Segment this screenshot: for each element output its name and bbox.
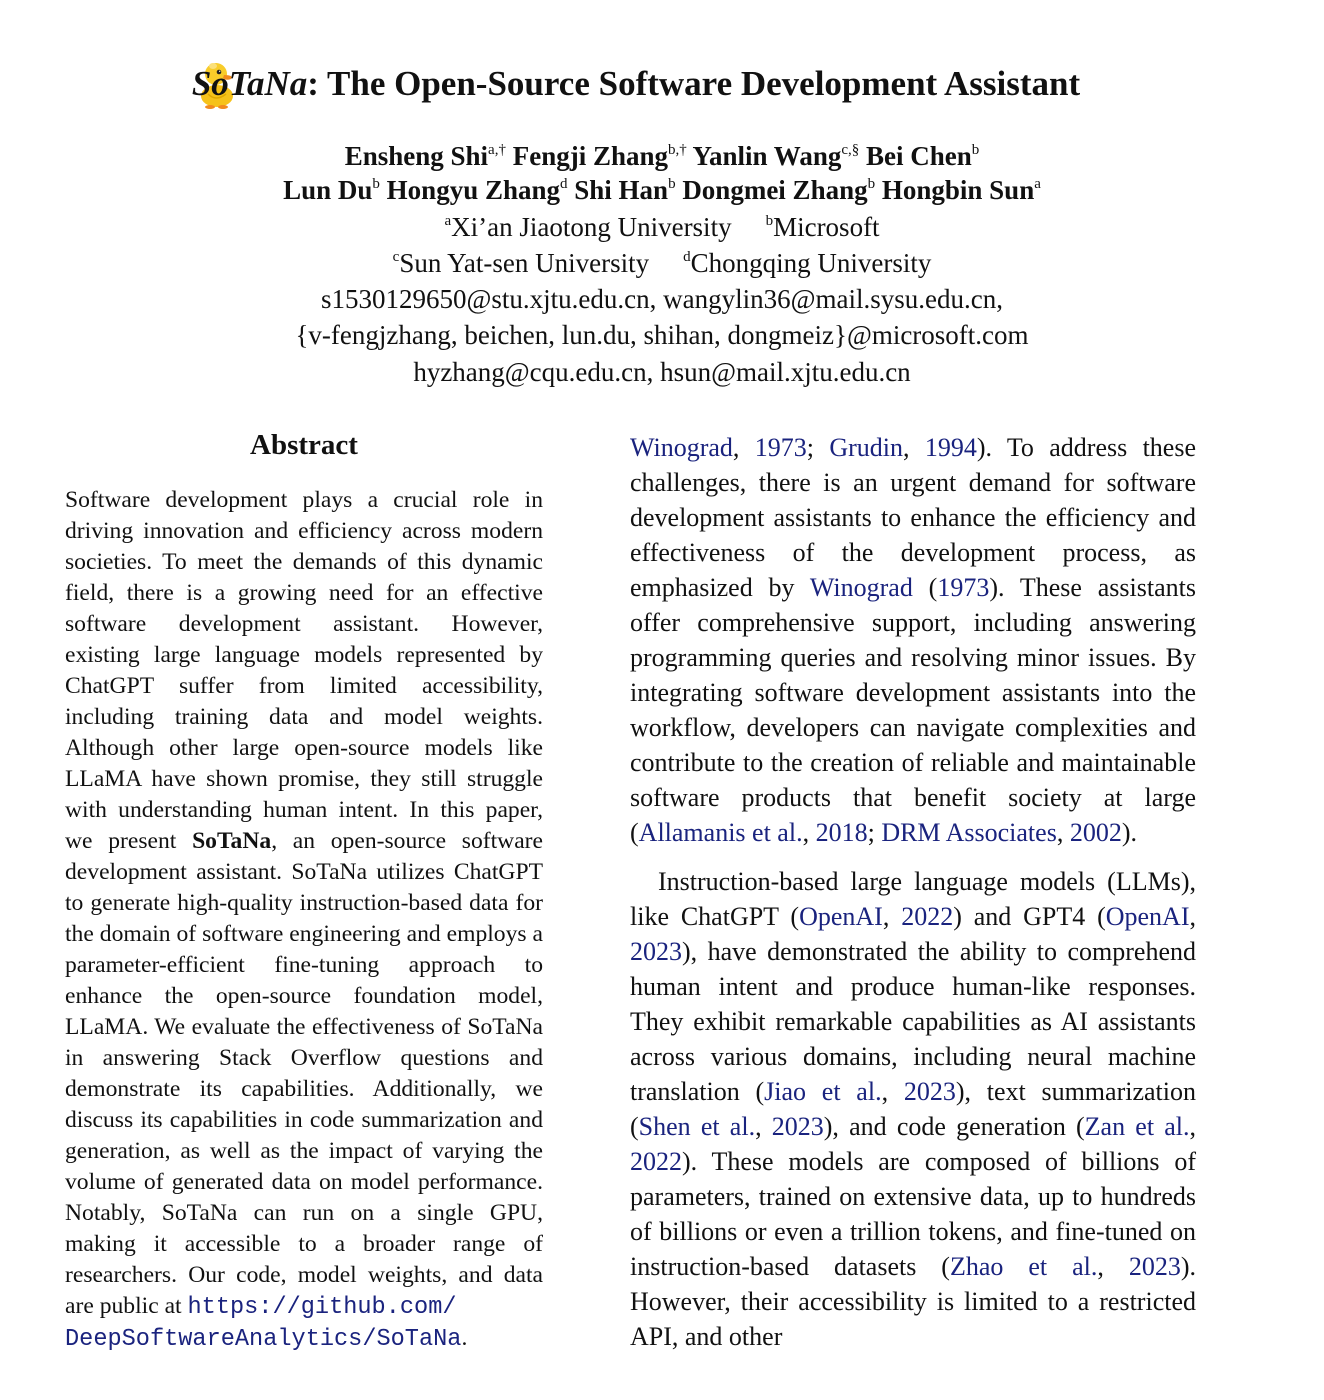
affiliation-mark: b — [765, 213, 774, 229]
author-affiliation-mark: d — [560, 176, 568, 192]
paragraph-text: , — [881, 1077, 904, 1106]
paragraph-text: ), have demonstrated the ability to comprehend human intent and produce human-like responses. They exhibit remarkable capabilities as AI assistants across various domains, including neural machine translation ( — [630, 937, 1196, 1106]
paragraph-text: ). — [1121, 818, 1137, 847]
affiliation-name: Sun Yat-sen University — [399, 248, 650, 278]
citation-link[interactable]: 2022 — [901, 902, 954, 931]
author-affiliation-mark: b — [372, 176, 380, 192]
citation-link[interactable]: 1973 — [937, 573, 990, 602]
citation-link[interactable]: 1994 — [924, 433, 977, 462]
author-affiliation-mark: a — [1034, 176, 1041, 192]
author-name: Fengji Zhang — [512, 141, 668, 171]
paragraph-text: , — [903, 433, 925, 462]
affiliation-line-2 — [0, 245, 1324, 281]
citation-link[interactable]: 2002 — [1069, 818, 1122, 847]
abstract-heading: Abstract — [250, 429, 358, 461]
citation-link[interactable]: 2023 — [630, 937, 682, 966]
paragraph-text: , — [755, 1112, 772, 1141]
citation-link[interactable]: Allamanis et al. — [638, 818, 803, 847]
paragraph-text: ; — [806, 433, 830, 462]
author-affiliation-mark: b — [668, 176, 676, 192]
paragraph-text: , — [1189, 902, 1196, 931]
author-name: Bei Chen — [866, 141, 972, 171]
author-affiliation-mark: b — [971, 142, 980, 158]
citation-link[interactable]: Shen et al. — [638, 1112, 756, 1141]
paragraph-text: ; — [867, 818, 882, 847]
abstract-system-name: SoTaNa — [192, 828, 272, 854]
citation-link[interactable]: 2018 — [815, 818, 868, 847]
citation-link[interactable]: DRM Associates — [881, 818, 1057, 847]
author-name: Hongbin Sun — [881, 175, 1035, 205]
paragraph-text: , — [1097, 1252, 1129, 1281]
title-system-name: SoTaNa — [191, 64, 308, 103]
repo-link-part1[interactable]: https://github.com/ — [187, 1294, 457, 1321]
paragraph-text: ). However, their accessibility is limited to a restricted API, and other — [630, 1252, 1196, 1351]
paragraph-text: , — [802, 818, 816, 847]
paragraph-text: ), and code generation ( — [823, 1112, 1085, 1141]
email-line-3: hyzhang@cqu.edu.cn, hsun@mail.xjtu.edu.cn — [413, 357, 911, 387]
author-affiliation-mark: b — [867, 176, 876, 192]
author-name: Yanlin Wang — [692, 141, 842, 171]
citation-link[interactable]: Zan et al. — [1084, 1112, 1190, 1141]
author-name: Lun Du — [283, 175, 373, 205]
paragraph-text: ) and GPT4 ( — [953, 902, 1106, 931]
citation-link[interactable]: Winograd — [809, 573, 913, 602]
affiliation-mark: a — [444, 213, 452, 229]
author-affiliation-mark: b,† — [668, 142, 687, 158]
affiliation-mark: d — [683, 249, 691, 265]
citation-link[interactable]: 2023 — [1128, 1252, 1181, 1281]
introduction-column — [630, 430, 1196, 1354]
affiliation-name: Microsoft — [773, 212, 880, 242]
paragraph-text: ). These assistants offer comprehensive support, including answering programming queries and resolving minor issues. By integrating software development assistants into the workflow, developers can navigate complexities and contribute to the creation of reliable and maintainable software products that benefit society at large ( — [630, 573, 1196, 847]
author-name: Ensheng Shi — [344, 141, 489, 171]
paragraph-text: , — [732, 433, 755, 462]
email-line-2: {v-fengjzhang, beichen, lun.du, shihan, dongmeiz}@microsoft.com — [295, 320, 1029, 350]
title-row — [0, 58, 1324, 110]
abstract-text-start: Software development plays a crucial role in driving innovation and efficiency across modern societies. To meet the demands of this dynamic field, there is a growing need for an effective software development assistant. However, existing large language models represented by ChatGPT suffer from limited accessibility, including training data and model weights. Although other large open-source models like LLaMA have shown promise, they still struggle with understanding human intent. In this paper, we present — [65, 487, 543, 854]
affiliation-mark: c — [392, 249, 400, 265]
citation-link[interactable]: OpenAI — [799, 902, 883, 931]
abstract-end-period: . — [461, 1325, 468, 1351]
paragraph-text: ). These models are composed of billions of parameters, trained on extensive data, up to hundreds of billions or even a trillion tokens, and fine-tuned on instruction-based datasets ( — [630, 1147, 1196, 1281]
intro-paragraph-1 — [630, 430, 1196, 850]
abstract-column — [65, 425, 543, 1355]
repo-link-part2[interactable]: DeepSoftwareAnalytics/SoTaNa — [65, 1326, 462, 1353]
affiliation-name: Xi’an Jiaotong University — [451, 212, 732, 242]
paragraph-text: , — [1189, 1112, 1196, 1141]
citation-link[interactable]: 2022 — [630, 1147, 682, 1176]
affiliation-line-1 — [0, 209, 1324, 245]
title-subtitle: : The Open-Source Software Development Assistant — [307, 64, 1081, 103]
citation-link[interactable]: Grudin — [829, 433, 903, 462]
citation-link[interactable]: 2023 — [771, 1112, 824, 1141]
affiliation-name: Chongqing University — [690, 248, 932, 278]
paragraph-text: ( — [912, 573, 938, 602]
citation-link[interactable]: Winograd — [630, 433, 733, 462]
author-affiliation-mark: a,† — [488, 142, 506, 158]
author-name: Hongyu Zhang — [386, 175, 560, 205]
abstract-text-end: , an open-source software development assistant. SoTaNa utilizes ChatGPT to generate high-quality instruction-based data for the domain of software engineering and employs a parameter-efficient fine-tuning approach to enhance the open-source foundation model, LLaMA. We evaluate the effectiveness of SoTaNa in answering Stack Overflow questions and demonstrate its capabilities. Additionally, we discuss its capabilities in code summarization and generation, as well as the impact of varying the volume of generated data on model performance. Notably, SoTaNa can run on a single GPU, making it accessible to a broader range of researchers. Our code, model weights, and data are public at — [65, 828, 543, 1319]
paragraph-text: , — [882, 902, 902, 931]
abstract-text — [65, 485, 543, 1355]
author-affiliation-mark: c,§ — [841, 142, 860, 158]
paragraph-text: ), text summarization ( — [630, 1077, 1196, 1141]
paragraph-text: Instruction-based large language models (LLMs), like ChatGPT ( — [630, 867, 1196, 931]
author-name: Shi Han — [574, 175, 669, 205]
citation-link[interactable]: 2023 — [903, 1077, 956, 1106]
paragraph-text: ). To address these challenges, there is an urgent demand for software development assistants to enhance the efficiency and effectiveness of the development process, as emphasized by — [630, 433, 1197, 602]
citation-link[interactable]: Jiao et al. — [764, 1077, 882, 1106]
author-line-1 — [0, 138, 1324, 174]
paper-title — [192, 62, 1080, 106]
intro-paragraph-2 — [630, 864, 1196, 1354]
author-line-2 — [0, 172, 1324, 208]
citation-link[interactable]: OpenAI — [1105, 902, 1190, 931]
citation-link[interactable]: Zhao et al. — [949, 1252, 1098, 1281]
citation-link[interactable]: 1973 — [754, 433, 807, 462]
author-name: Dongmei Zhang — [682, 175, 868, 205]
paragraph-text: , — [1056, 818, 1070, 847]
email-line-1: s1530129650@stu.xjtu.edu.cn, wangylin36@mail.sysu.edu.cn, — [321, 284, 1003, 314]
